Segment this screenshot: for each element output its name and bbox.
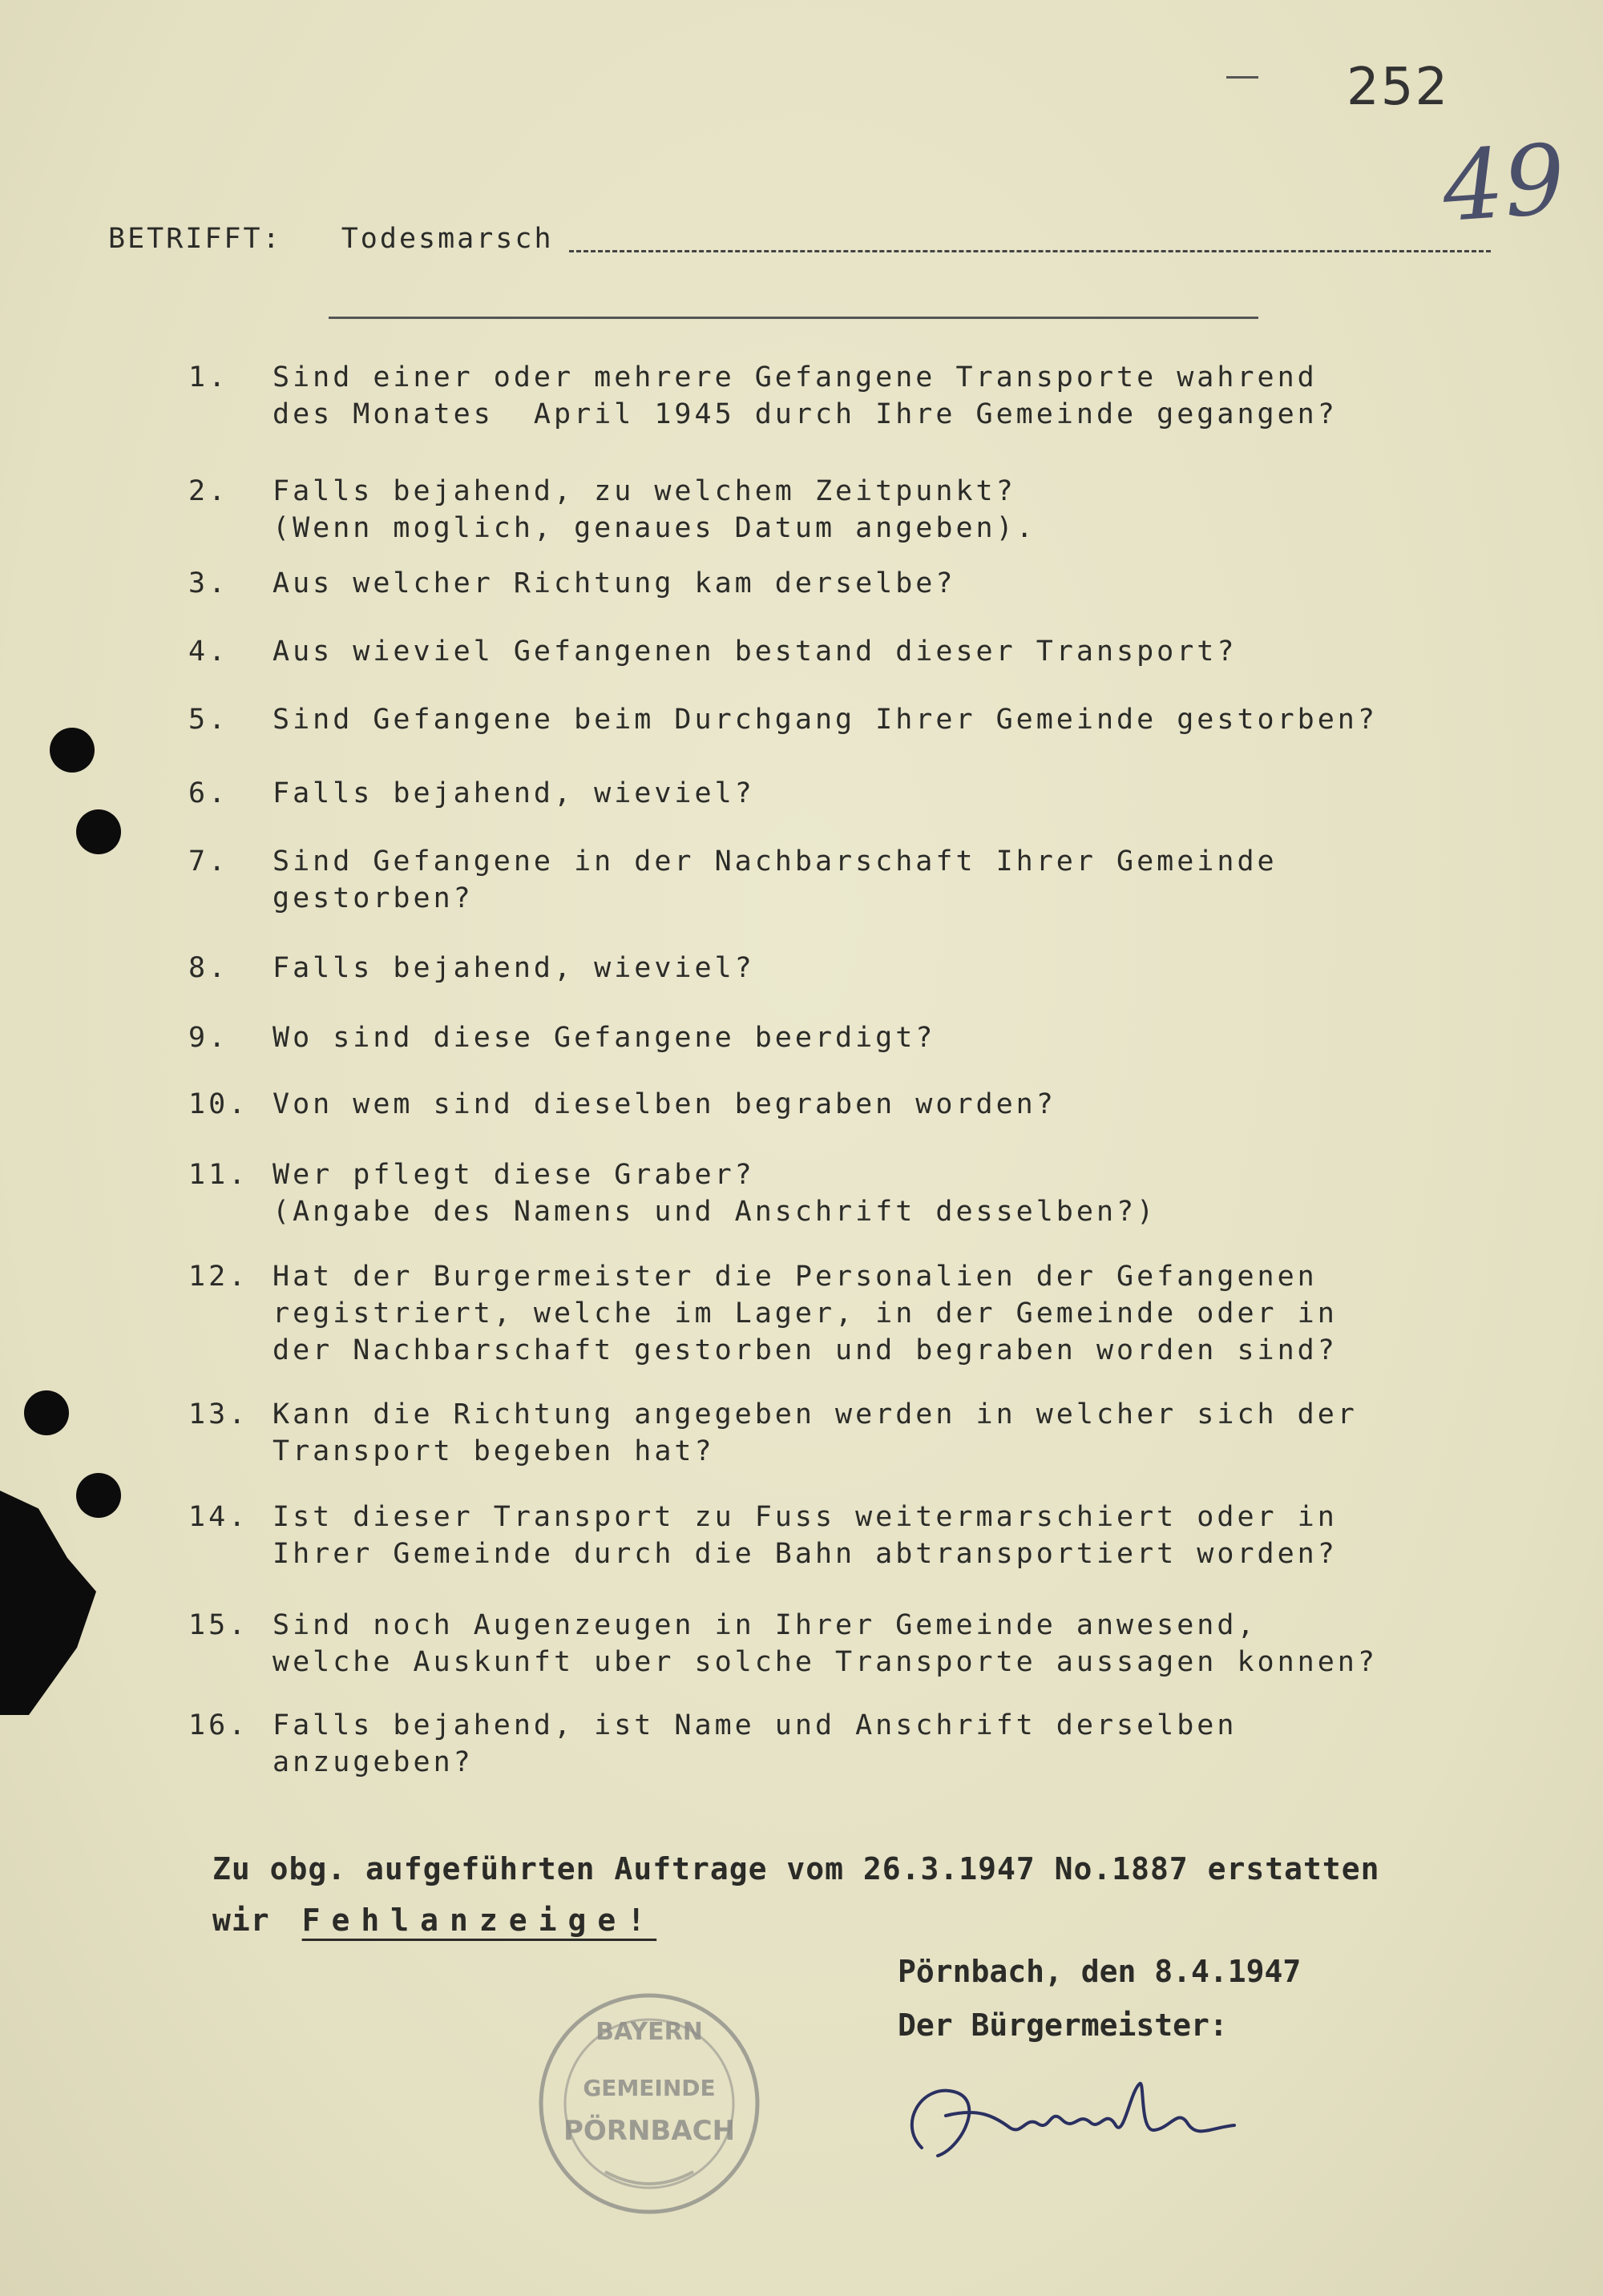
question-line: Wer pflegt diese Graber?: [273, 1159, 755, 1191]
question-line: Aus wieviel Gefangenen bestand dieser Transport?: [273, 636, 1238, 668]
question-line: Wo sind diese Gefangene beerdigt?: [273, 1022, 936, 1054]
question-text: [273, 1499, 1338, 1572]
subject-label: BETRIFFT:: [108, 223, 282, 255]
question-number: 9.: [188, 1022, 229, 1054]
question-line: Ist dieser Transport zu Fuss weitermarschiert oder in: [273, 1501, 1338, 1533]
question-number: 14.: [188, 1501, 249, 1533]
place-date: Pörnbach, den 8.4.1947: [898, 1954, 1302, 1989]
closing-line-1: Zu obg. aufgeführten Auftrage vom 26.3.1947 No.1887 erstatten: [212, 1851, 1380, 1886]
question-text: [273, 1258, 1338, 1369]
question-text: [273, 843, 1278, 917]
stamp-middle-text: GEMEINDE: [583, 2075, 716, 2101]
punch-hole: [76, 1473, 121, 1518]
question-line: registriert, welche im Lager, in der Gemeinde oder in: [273, 1297, 1338, 1330]
question-number: 8.: [188, 952, 229, 984]
question-number: 13.: [188, 1398, 249, 1430]
question-number: 7.: [188, 845, 229, 878]
question-line: Sind Gefangene in der Nachbarschaft Ihrer Gemeinde: [273, 845, 1278, 878]
question-number: 4.: [188, 636, 229, 668]
question-line: Falls bejahend, ist Name und Anschrift derselben: [273, 1709, 1238, 1741]
question-number: 5.: [188, 704, 229, 736]
question-line: (Angabe des Namens und Anschrift desselben?): [273, 1196, 1157, 1228]
question-line: Kann die Richtung angegeben werden in welcher sich der: [273, 1398, 1358, 1430]
question-line: Falls bejahend, zu welchem Zeitpunkt?: [273, 475, 1016, 507]
question-text: [273, 775, 755, 812]
subject-underline: [569, 250, 1491, 252]
question-text: [273, 701, 1378, 738]
subject-value: Todesmarsch: [341, 223, 554, 255]
signer-title: Der Bürgermeister:: [898, 2007, 1228, 2043]
closing-prefix: wir: [212, 1903, 270, 1938]
signature: [890, 2060, 1250, 2172]
question-line: Sind Gefangene beim Durchgang Ihrer Gemeinde gestorben?: [273, 704, 1378, 736]
closing-statement: [212, 1843, 1380, 1946]
question-text: [273, 473, 1036, 547]
question-text: [273, 1086, 1056, 1123]
question-line: anzugeben?: [273, 1746, 474, 1778]
question-line: Hat der Burgermeister die Personalien der Gefangenen: [273, 1261, 1318, 1293]
question-number: 16.: [188, 1709, 249, 1741]
question-text: [273, 1019, 935, 1056]
question-line: welche Auskunft uber solche Transporte aussagen konnen?: [273, 1646, 1378, 1678]
question-line: Sind noch Augenzeugen in Ihrer Gemeinde anwesend,: [273, 1609, 1258, 1641]
subject-line: [108, 223, 554, 255]
question-number: 6.: [188, 777, 229, 809]
question-line: Ihrer Gemeinde durch die Bahn abtransportiert worden?: [273, 1538, 1338, 1570]
stamp-bottom-text: PÖRNBACH: [563, 2115, 736, 2147]
question-text: [273, 950, 755, 987]
punch-hole: [50, 728, 95, 773]
question-number: 3.: [188, 567, 229, 599]
question-line: Falls bejahend, wieviel?: [273, 952, 755, 984]
question-line: Falls bejahend, wieviel?: [273, 777, 755, 809]
question-text: [273, 1396, 1358, 1470]
folio-number: 252: [1347, 58, 1450, 117]
question-line: Sind einer oder mehrere Gefangene Transporte wahrend: [273, 361, 1318, 393]
question-line: Transport begeben hat?: [273, 1435, 715, 1467]
torn-edge: [0, 1491, 96, 1715]
question-number: 12.: [188, 1261, 249, 1293]
closing-line-2: [212, 1895, 1380, 1946]
question-text: [273, 633, 1237, 670]
question-line: des Monates April 1945 durch Ihre Gemeinde gegangen?: [273, 398, 1338, 430]
punch-hole: [24, 1390, 69, 1435]
question-number: 15.: [188, 1609, 249, 1641]
municipal-stamp: [529, 1983, 769, 2224]
question-text: [273, 1707, 1237, 1781]
folio-dash: [1226, 76, 1258, 79]
punch-hole: [76, 809, 121, 854]
question-line: Aus welcher Richtung kam derselbe?: [273, 567, 956, 599]
archive-number: 49: [1439, 123, 1569, 244]
question-line: Von wem sind dieselben begraben worden?: [273, 1088, 1056, 1120]
divider-line: [329, 317, 1258, 319]
question-text: [273, 1607, 1378, 1681]
question-text: [273, 565, 955, 602]
question-number: 2.: [188, 475, 229, 507]
question-number: 10.: [188, 1088, 249, 1120]
stamp-top-text: BAYERN: [596, 2018, 703, 2046]
question-number: 11.: [188, 1159, 249, 1191]
question-number: 1.: [188, 361, 229, 393]
closing-emphasis: Fehlanzeige!: [301, 1903, 657, 1938]
question-line: (Wenn moglich, genaues Datum angeben).: [273, 512, 1036, 544]
question-line: der Nachbarschaft gestorben und begraben worden sind?: [273, 1334, 1338, 1366]
question-text: [273, 359, 1338, 433]
question-text: [273, 1156, 1157, 1230]
question-line: gestorben?: [273, 882, 474, 914]
